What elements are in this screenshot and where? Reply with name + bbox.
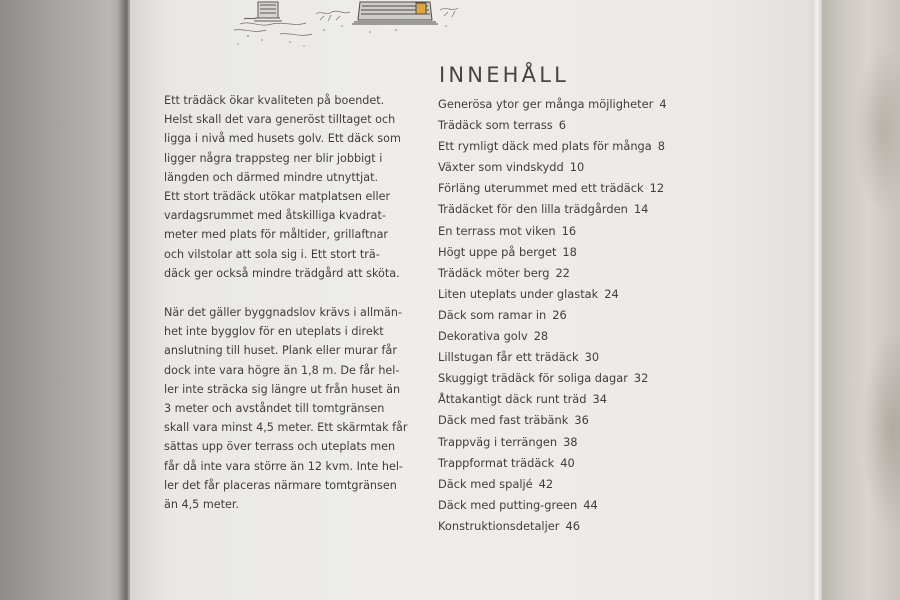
toc-entry — [438, 410, 738, 431]
toc-entry-page: 4 — [659, 97, 667, 111]
toc-entry-title: Däck med fast träbänk — [438, 413, 569, 428]
toc-entry-page: 18 — [562, 244, 577, 259]
toc-entry-page: 38 — [563, 434, 578, 449]
toc-entry-title: Skuggigt trädäck för soliga dagar — [438, 371, 628, 386]
toc-entry-page: 34 — [592, 392, 608, 407]
toc-entry-page: 46 — [565, 518, 580, 533]
contents-title: INNEHÅLL — [439, 63, 570, 87]
toc-entry-title: Generösa ytor ger många möjligheter — [438, 97, 654, 111]
toc-entry-title: Trappformat trädäck — [438, 455, 555, 470]
toc-entry-page: 8 — [657, 139, 665, 154]
toc-entry-title: Liten uteplats under glastak — [438, 286, 599, 301]
toc-entry-page: 36 — [574, 413, 589, 428]
toc-entry — [438, 368, 738, 389]
toc-entry-page: 16 — [561, 223, 577, 238]
toc-entry-page: 30 — [584, 350, 600, 365]
toc-entry — [438, 263, 738, 284]
toc-entry-page: 28 — [533, 329, 549, 344]
toc-entry — [438, 474, 738, 495]
toc-entry-page: 24 — [604, 286, 619, 301]
toc-entry — [438, 389, 738, 410]
toc-entry — [438, 242, 738, 263]
toc-entry — [438, 199, 738, 220]
toc-entry-title: Konstruktionsdetaljer — [438, 518, 560, 533]
intro-paragraph-2: När det gäller byggnadslov krävs i allmän- het inte bygglov för en uteplats i direkt anslutning till huset. Plank eller murar får dock inte vara högre än 1,8 m. De får hel- ler inte sträcka sig längre ut från huset än 3 meter och avståndet till tomtgränsen skall vara minst 4,5 meter. Ett skärmtak får sättas upp över terrass och uteplats men får då inte vara större än 12 kvm. Inte hel- ler det får placeras närmare tomtgränsen än 4,5 meter. — [164, 306, 408, 512]
toc-entry — [438, 326, 738, 347]
toc-entry-title: Ett rymligt däck med plats för många — [438, 139, 652, 154]
toc-entry — [438, 305, 738, 326]
toc-entry-title: Däck med spaljé — [438, 476, 533, 491]
toc-entry — [438, 115, 738, 136]
toc-entry-title: Växter som vindskydd — [438, 160, 564, 175]
toc-entry-title: En terrass mot viken — [438, 223, 556, 238]
toc-entry-title: Åttakantigt däck runt träd — [438, 392, 587, 407]
toc-entry — [438, 136, 738, 157]
toc-entry-title: Förläng uterummet med ett trädäck — [438, 181, 644, 196]
toc-entry-title: Lillstugan får ett trädäck — [438, 350, 579, 365]
toc-entry — [438, 347, 738, 368]
toc-entry-title: Trädäck möter berg — [438, 265, 550, 280]
toc-entry — [438, 178, 738, 199]
toc-entry-page: 42 — [538, 476, 554, 491]
toc-entry-page: 32 — [633, 371, 649, 386]
toc-entry — [438, 453, 738, 474]
toc-entry — [438, 94, 738, 115]
toc-entry-title: Trädäcket för den lilla trädgården — [438, 202, 628, 217]
toc-entry-page: 22 — [555, 265, 570, 280]
intro-paragraph-1: Ett trädäck ökar kvaliteten på boendet. Helst skall det vara generöst tilltaget och ligga i nivå med husets golv. Ett däck som ligger några trappsteg ner blir jobbigt i längden och därmed mindre utnyttjat. Ett stort trädäck utökar matplatsen eller vardagsrummet med åtskilliga kvadrat- meter med plats för måltider, grillaftnar och vilstolar att sola sig i. Ett stort trä- däck ger också mindre trädgård att sköta. — [164, 94, 401, 280]
toc-entry — [438, 284, 738, 305]
toc-entry-page: 14 — [633, 202, 649, 217]
toc-entry-title: Högt uppe på berget — [438, 244, 557, 259]
toc-entry-page: 10 — [569, 160, 585, 175]
table-of-contents — [438, 94, 738, 537]
toc-entry-page: 26 — [552, 307, 567, 322]
toc-entry-title: Trappväg i terrängen — [438, 434, 558, 449]
toc-entry-page: 44 — [583, 497, 598, 512]
book-cover — [822, 0, 900, 600]
toc-entry — [438, 432, 738, 453]
intro-text — [164, 91, 409, 514]
toc-entry — [438, 157, 738, 178]
toc-entry — [438, 516, 738, 537]
toc-entry-title: Däck med putting-green — [438, 497, 578, 512]
left-facing-page — [0, 0, 128, 600]
toc-entry — [438, 221, 738, 242]
toc-entry — [438, 495, 738, 516]
toc-entry-page: 12 — [649, 181, 665, 196]
toc-entry-page: 6 — [558, 118, 566, 133]
toc-entry-title: Trädäck som terrass — [438, 118, 553, 133]
page-edge — [812, 0, 822, 600]
toc-entry-title: Dekorativa golv — [438, 329, 528, 344]
toc-entry-title: Däck som ramar in — [438, 307, 547, 322]
deck-illustration — [220, 0, 480, 52]
toc-entry-page: 40 — [560, 455, 575, 470]
